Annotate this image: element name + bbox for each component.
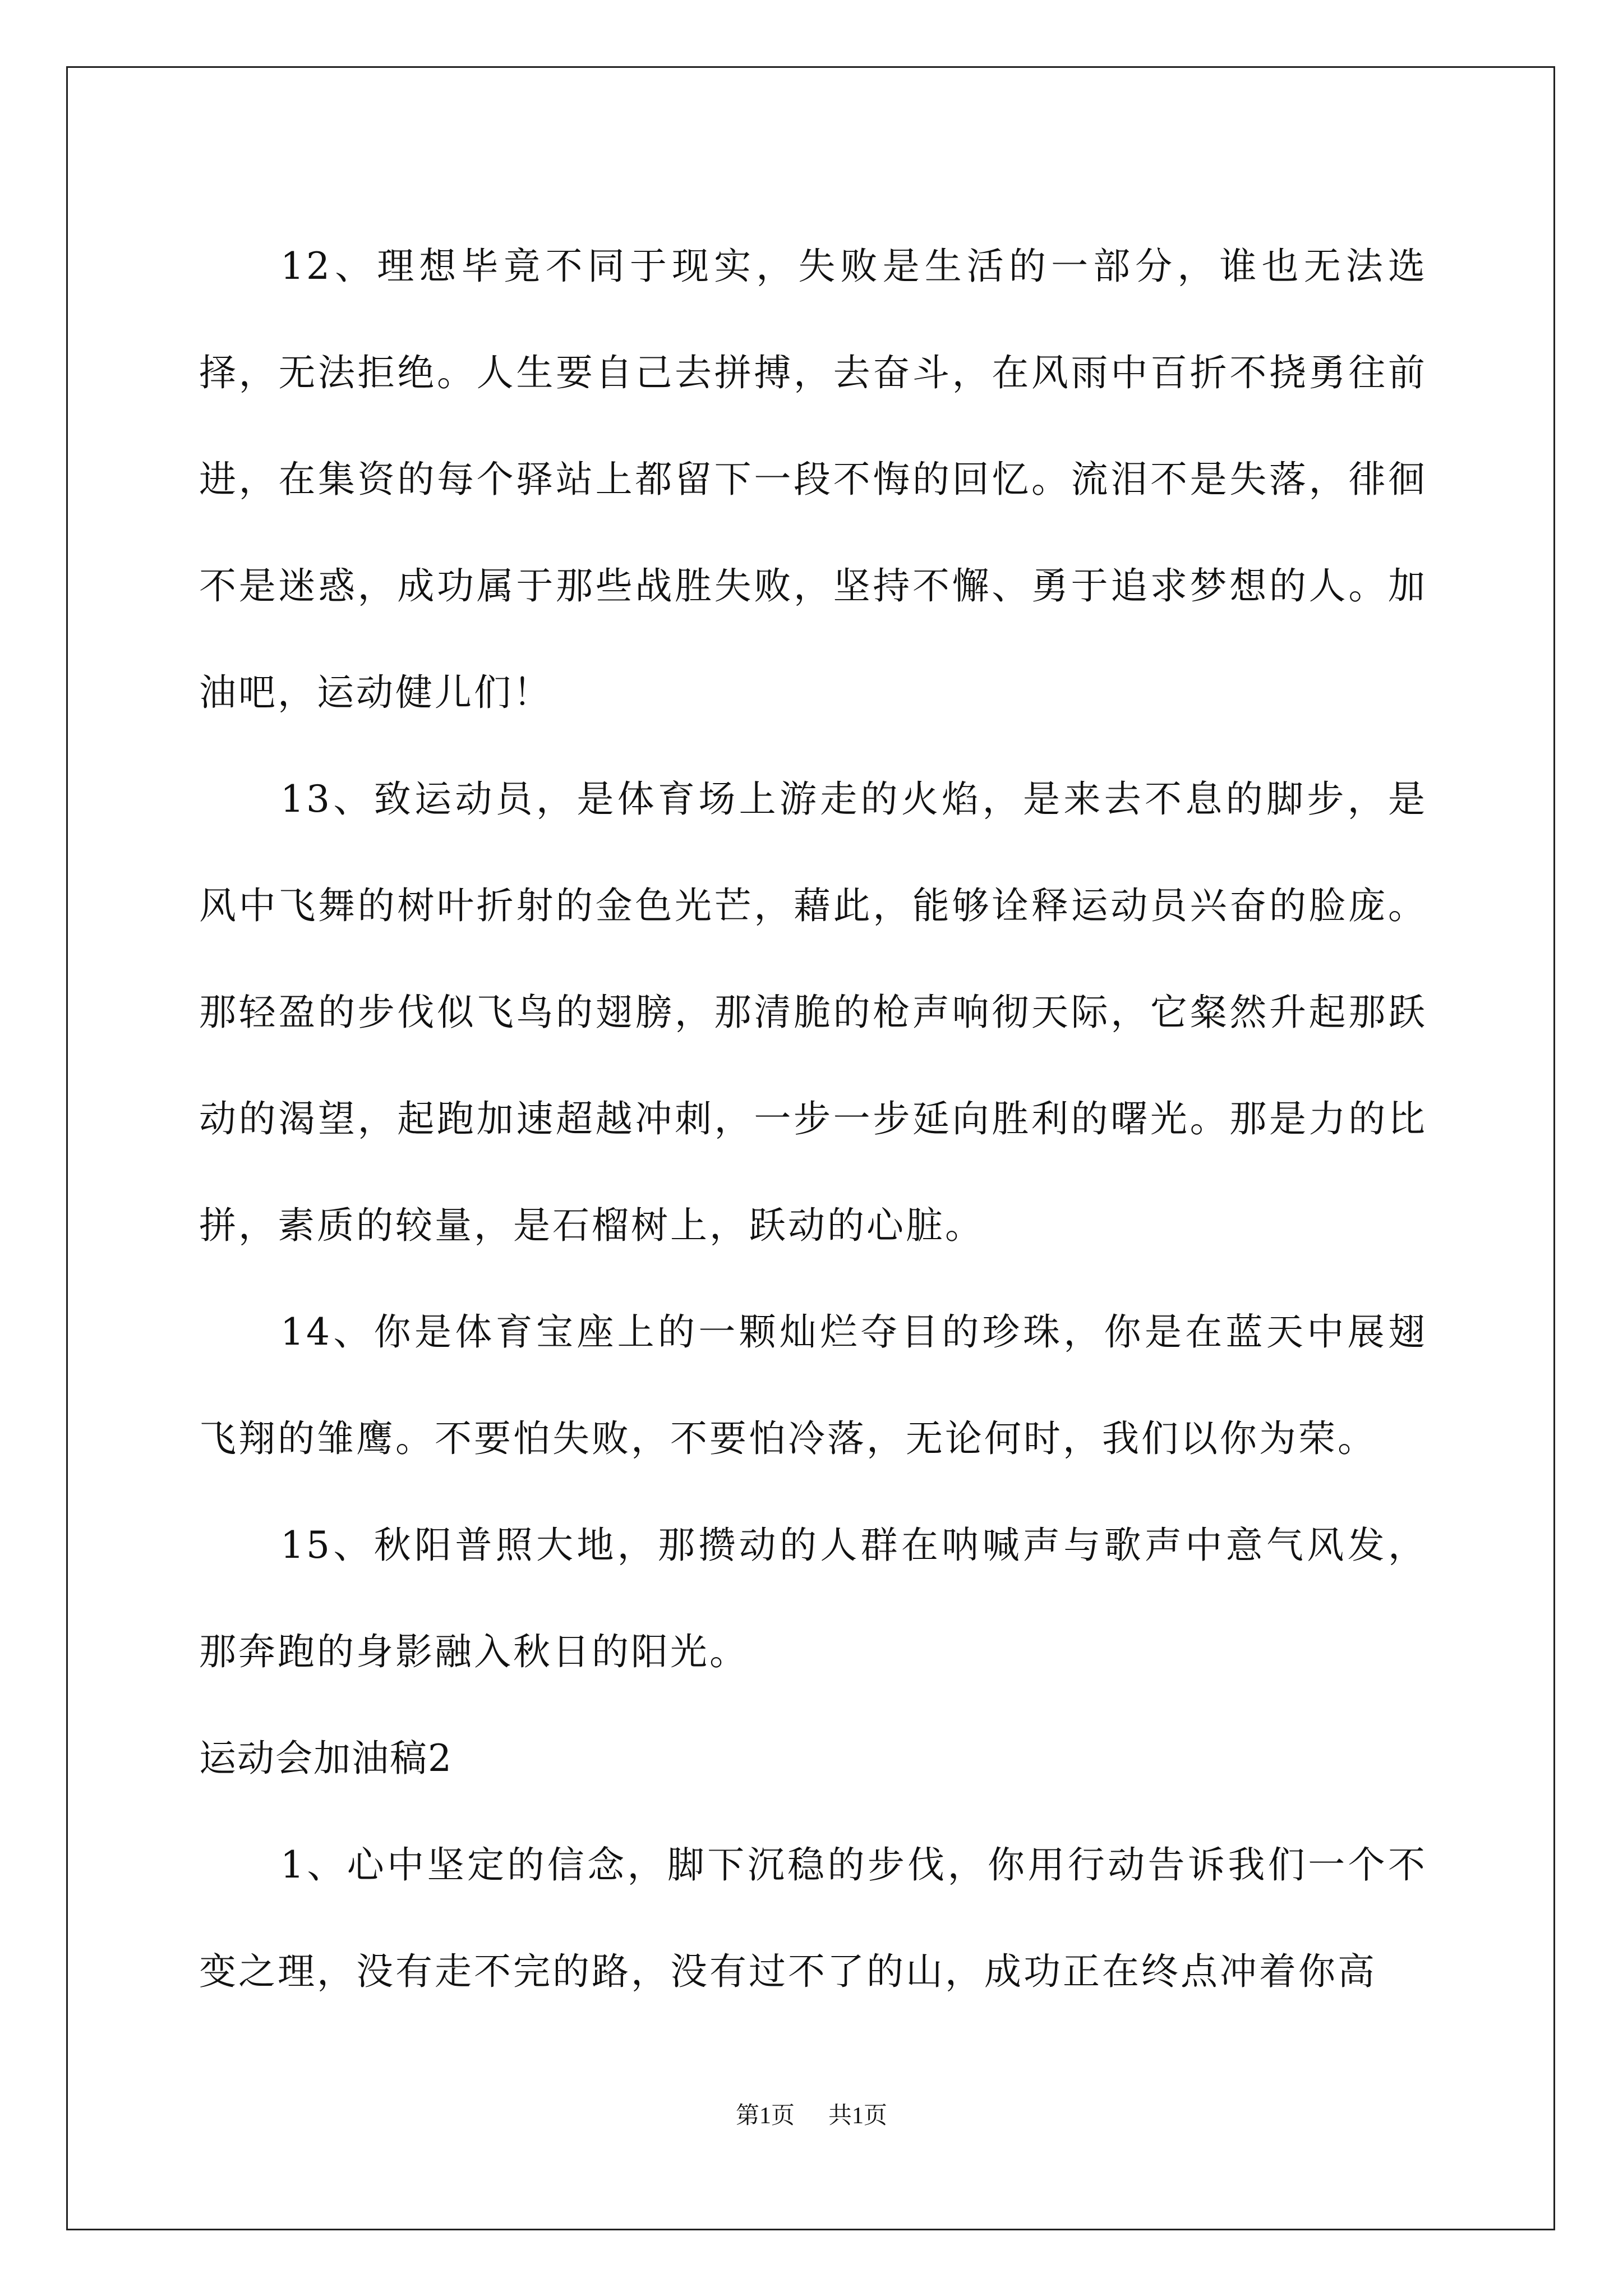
- section-heading: 运动会加油稿2: [199, 1737, 453, 1780]
- paragraph-13: 13、致运动员，是体育场上游走的火焰，是来去不息的脚步，是风中飞舞的树叶折射的金色光芒，藉此，能够诠释运动员兴奋的脸庞。那轻盈的步伐似飞鸟的翅膀，那清脆的枪声响彻天际，它粲然升起那跃动的渴望，起跑加速超越冲刺，一步一步延向胜利的曙光。那是力的比拼，素质的较量，是石榴树上，跃动的心脏。: [199, 777, 1427, 1247]
- paragraph-1: 1、心中坚定的信念，脚下沉稳的步伐，你用行动告诉我们一个不变之理，没有走不完的路，没有过不了的山，成功正在终点冲着你高: [199, 1843, 1427, 1993]
- page-number-total: 共1页: [828, 2103, 888, 2129]
- paragraph-15: 15、秋阳普照大地，那攒动的人群在呐喊声与歌声中意气风发，那奔跑的身影融入秋日的阳光。: [199, 1524, 1427, 1673]
- page-number-current: 第1页: [735, 2103, 795, 2129]
- page-footer: [0, 2097, 1623, 2131]
- paragraph-14: 14、你是体育宝座上的一颗灿烂夺目的珍珠，你是在蓝天中展翅飞翔的雏鹰。不要怕失败，不要怕冷落，无论何时，我们以你为荣。: [199, 1310, 1427, 1460]
- paragraph-12: 12、理想毕竟不同于现实，失败是生活的一部分，谁也无法选择，无法拒绝。人生要自己去拼搏，去奋斗，在风雨中百折不挠勇往前进，在集资的每个驿站上都留下一段不悔的回忆。流泪不是失落，徘徊不是迷惑，成功属于那些战胜失败，坚持不懈、勇于追求梦想的人。加油吧，运动健儿们！: [199, 245, 1427, 714]
- document-body: [199, 213, 1427, 2025]
